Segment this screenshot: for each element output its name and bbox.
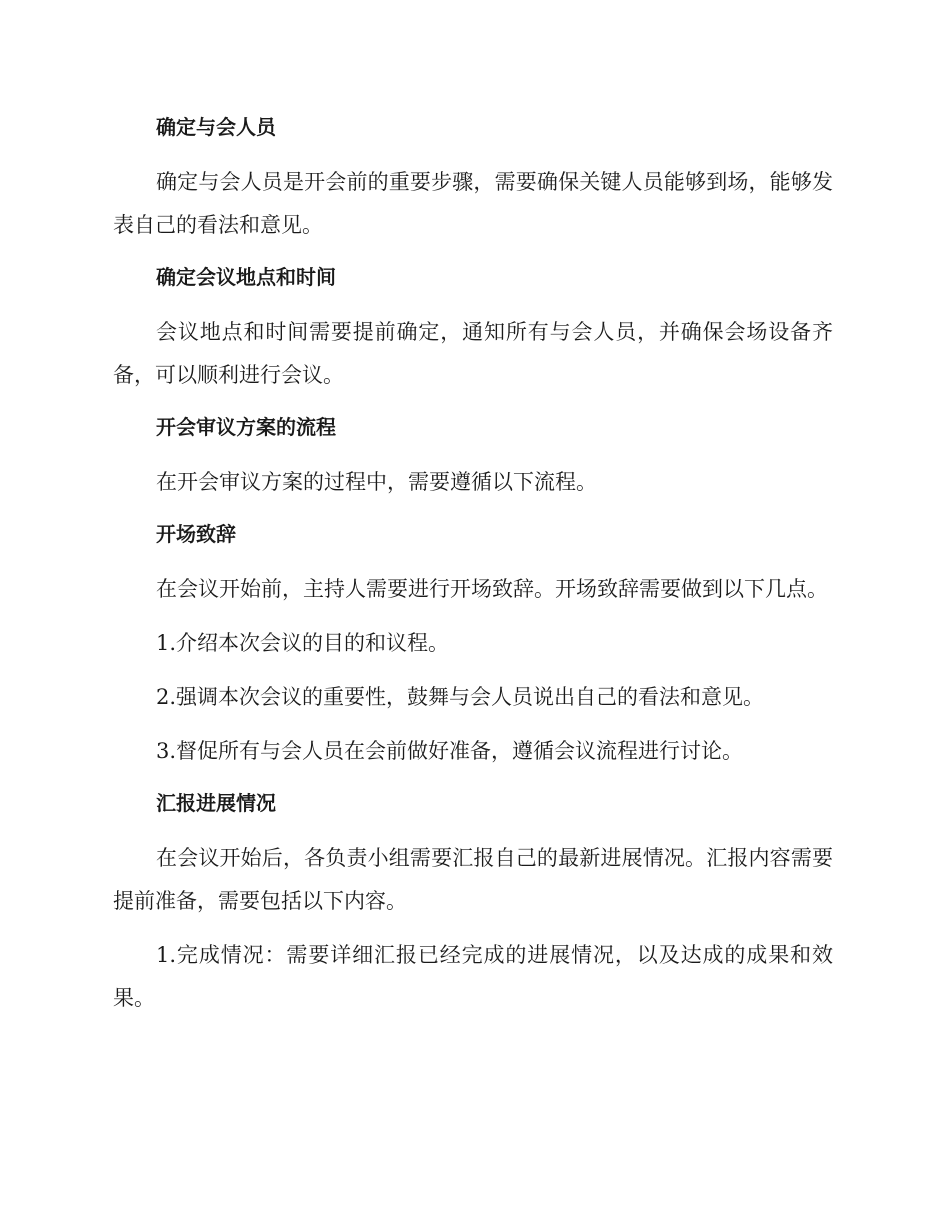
paragraph-review-process: 在开会审议方案的过程中，需要遵循以下流程。 xyxy=(156,470,597,494)
section-heading-opening-remarks: 开场致辞 xyxy=(156,522,236,546)
list-item-progress-1: 1.完成情况：需要详细汇报已经完成的进展情况，以及达成的成果和效果。 xyxy=(113,943,833,1010)
paragraph-attendees: 确定与会人员是开会前的重要步骤，需要确保关键人员能够到场，能够发表自己的看法和意见。 xyxy=(113,170,833,237)
list-item-opening-2: 2.强调本次会议的重要性，鼓舞与会人员说出自己的看法和意见。 xyxy=(156,685,765,709)
section-heading-review-process: 开会审议方案的流程 xyxy=(156,415,336,439)
section-heading-venue-time: 确定会议地点和时间 xyxy=(156,265,336,289)
section-heading-attendees: 确定与会人员 xyxy=(156,115,276,139)
paragraph-venue-time: 会议地点和时间需要提前确定，通知所有与会人员，并确保会场设备齐备，可以顺利进行会议。 xyxy=(113,320,833,387)
document-page xyxy=(113,108,833,1020)
list-item-opening-1: 1.介绍本次会议的目的和议程。 xyxy=(156,631,450,655)
paragraph-opening-remarks: 在会议开始前，主持人需要进行开场致辞。开场致辞需要做到以下几点。 xyxy=(156,577,828,601)
list-item-opening-3: 3.督促所有与会人员在会前做好准备，遵循会议流程进行讨论。 xyxy=(156,739,744,763)
paragraph-progress-report: 在会议开始后，各负责小组需要汇报自己的最新进展情况。汇报内容需要提前准备，需要包括以下内容。 xyxy=(113,846,833,913)
section-heading-progress-report: 汇报进展情况 xyxy=(156,791,276,815)
